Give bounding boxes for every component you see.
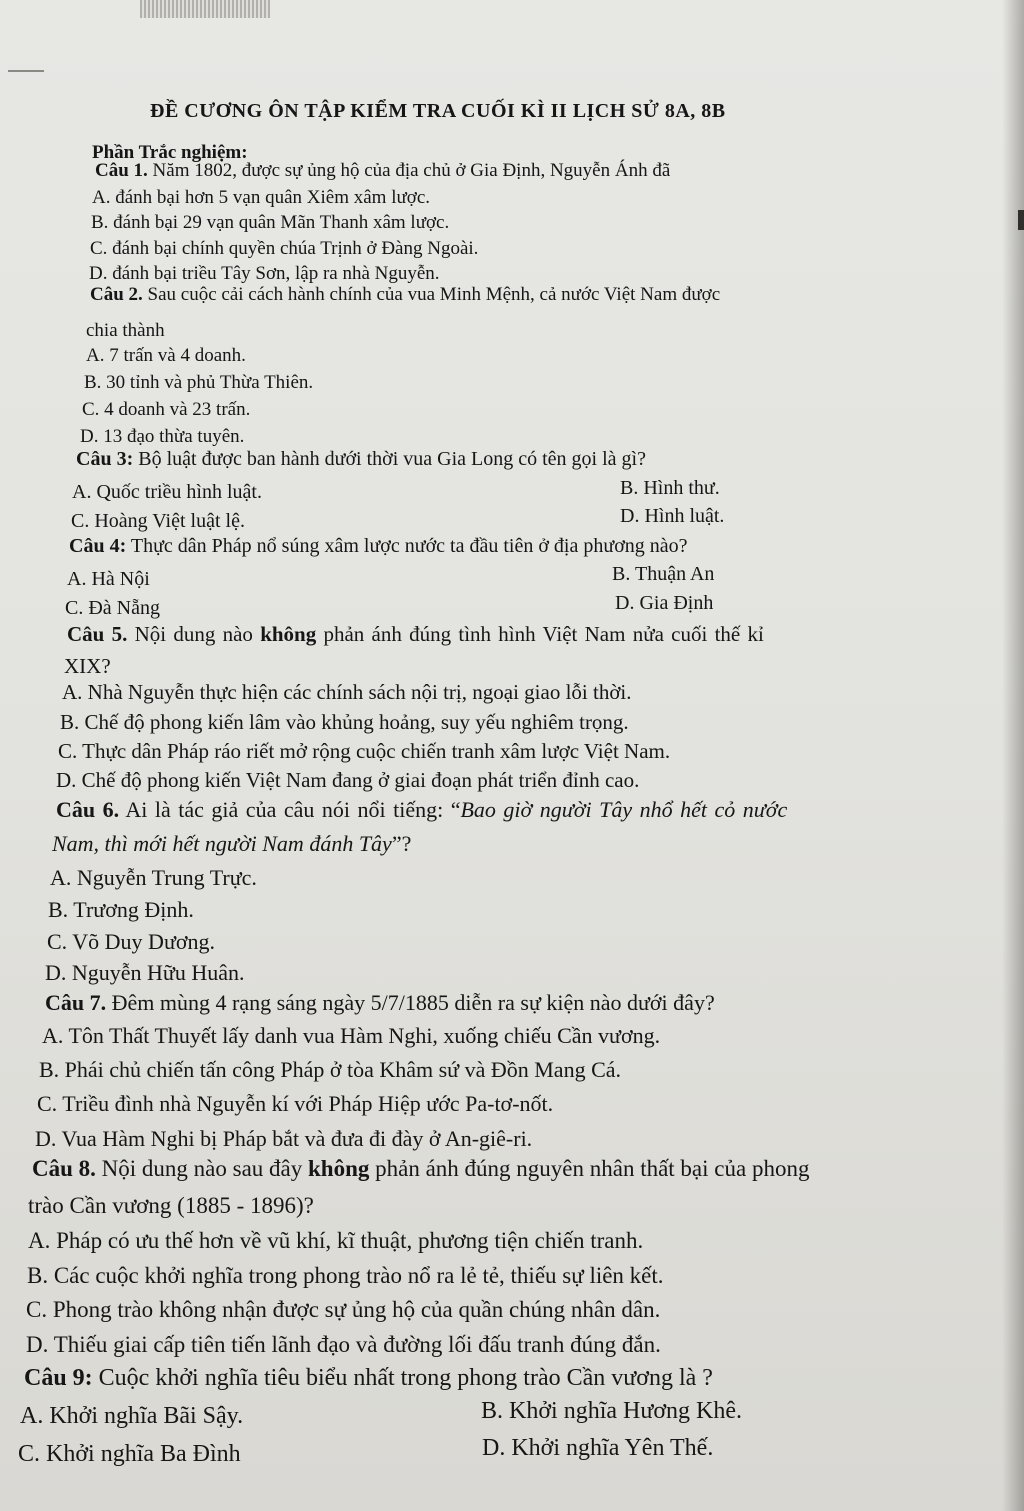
- page-shadow: [1002, 0, 1024, 1511]
- q9-option-b: B. Khởi nghĩa Hương Khê.: [481, 1398, 743, 1424]
- q2-option-c: C. 4 doanh và 23 trấn.: [82, 399, 251, 420]
- question-2: [90, 284, 720, 306]
- emphasis: không: [307, 1156, 370, 1181]
- q7-option-a: A. Tôn Thất Thuyết lấy danh vua Hàm Nghi, xuống chiếu Cần vương.: [42, 1023, 661, 1048]
- q6-option-a: A. Nguyễn Trung Trực.: [50, 865, 257, 890]
- question-8-cont: trào Cần vương (1885 - 1896)?: [28, 1193, 314, 1218]
- question-9: [24, 1365, 713, 1392]
- question-6: [56, 797, 787, 823]
- q7-option-b: B. Phái chủ chiến tấn công Pháp ở tòa Khâm sứ và Đồn Mang Cá.: [39, 1057, 622, 1082]
- question-1: [95, 160, 670, 182]
- question-text: phản ánh đúng nguyên nhân thất bại của phong: [369, 1156, 810, 1181]
- q4-option-a: A. Hà Nội: [67, 568, 150, 590]
- q4-option-b: B. Thuận An: [612, 563, 715, 585]
- question-label: Câu 8.: [32, 1156, 96, 1181]
- question-4: [69, 535, 688, 558]
- q5-option-a: A. Nhà Nguyễn thực hiện các chính sách nội trị, ngoại giao lỗi thời.: [62, 680, 632, 704]
- question-text: Năm 1802, được sự ủng hộ của địa chủ ở Gia Định, Nguyễn Ánh đã: [147, 160, 671, 181]
- question-text: ”?: [391, 831, 412, 856]
- q6-option-c: C. Võ Duy Dương.: [47, 929, 215, 954]
- question-text: Nội dung nào: [127, 622, 261, 646]
- emphasis: không: [260, 622, 317, 646]
- q4-option-c: C. Đà Nẵng: [65, 597, 160, 619]
- question-5: [67, 622, 764, 647]
- q2-option-a: A. 7 trấn và 4 doanh.: [86, 345, 246, 366]
- question-text: Thực dân Pháp nổ súng xâm lược nước ta đầu tiên ở địa phương nào?: [126, 535, 688, 557]
- q1-option-a: A. đánh bại hơn 5 vạn quân Xiêm xâm lược.: [92, 187, 431, 208]
- q1-option-b: B. đánh bại 29 vạn quân Mãn Thanh xâm lược.: [91, 212, 450, 233]
- question-8: [32, 1156, 809, 1182]
- question-label: Câu 3:: [76, 448, 134, 470]
- q2-option-b: B. 30 tỉnh và phủ Thừa Thiên.: [84, 372, 314, 393]
- page-title: ĐỀ CƯƠNG ÔN TẬP KIỂM TRA CUỐI KÌ II LỊCH SỬ 8A, 8B: [150, 100, 726, 122]
- q5-option-c: C. Thực dân Pháp ráo riết mở rộng cuộc chiến tranh xâm lược Việt Nam.: [58, 739, 671, 763]
- question-2-cont: chia thành: [86, 320, 165, 341]
- q8-option-d: D. Thiếu giai cấp tiên tiến lãnh đạo và đường lối đấu tranh đúng đắn.: [26, 1332, 661, 1357]
- q1-option-d: D. đánh bại triều Tây Sơn, lập ra nhà Nguyễn.: [89, 263, 440, 284]
- q7-option-c: C. Triều đình nhà Nguyễn kí với Pháp Hiệp ước Pa-tơ-nốt.: [37, 1091, 554, 1116]
- question-label: Câu 4:: [69, 535, 127, 557]
- q1-option-c: C. đánh bại chính quyền chúa Trịnh ở Đàng Ngoài.: [90, 238, 479, 259]
- section-heading: Phần Trắc nghiệm:: [92, 142, 248, 163]
- q8-option-a: A. Pháp có ưu thế hơn về vũ khí, kĩ thuật, phương tiện chiến tranh.: [28, 1228, 644, 1253]
- q8-option-c: C. Phong trào không nhận được sự ủng hộ của quần chúng nhân dân.: [26, 1297, 661, 1322]
- question-label: Câu 2.: [90, 284, 143, 305]
- question-3: [76, 448, 646, 471]
- paper-edge-strip: [140, 0, 270, 18]
- question-label: Câu 9:: [24, 1365, 93, 1391]
- question-label: Câu 6.: [56, 797, 120, 822]
- q3-option-c: C. Hoàng Việt luật lệ.: [71, 510, 245, 532]
- question-6-cont: [52, 831, 411, 857]
- question-5-cont: XIX?: [64, 654, 111, 678]
- question-label: Câu 1.: [95, 160, 148, 181]
- quote-text: Nam, thì mới hết người Nam đánh Tây: [52, 831, 392, 856]
- question-text: Sau cuộc cải cách hành chính của vua Minh Mệnh, cả nước Việt Nam được: [142, 284, 721, 305]
- question-text: Đêm mùng 4 rạng sáng ngày 5/7/1885 diễn ra sự kiện nào dưới đây?: [106, 990, 715, 1015]
- question-text: phản ánh đúng tình hình Việt Nam nửa cuối thế kỉ: [316, 622, 764, 646]
- question-text: Cuộc khởi nghĩa tiêu biểu nhất trong phong trào Cần vương là ?: [92, 1365, 713, 1391]
- q6-option-b: B. Trương Định.: [48, 897, 194, 922]
- q3-option-a: A. Quốc triều hình luật.: [72, 481, 262, 503]
- q4-option-d: D. Gia Định: [615, 592, 714, 614]
- q9-option-a: A. Khởi nghĩa Bãi Sậy.: [20, 1403, 244, 1429]
- q8-option-b: B. Các cuộc khởi nghĩa trong phong trào nổ ra lẻ tẻ, thiếu sự liên kết.: [27, 1263, 664, 1288]
- q5-option-d: D. Chế độ phong kiến Việt Nam đang ở giai đoạn phát triển đỉnh cao.: [56, 768, 640, 792]
- question-text: Ai là tác giả của câu nói nổi tiếng: “: [119, 797, 461, 822]
- pencil-mark: [8, 70, 44, 72]
- q3-option-b: B. Hình thư.: [620, 477, 720, 499]
- question-text: Bộ luật được ban hành dưới thời vua Gia Long có tên gọi là gì?: [133, 448, 646, 470]
- q2-option-d: D. 13 đạo thừa tuyên.: [80, 426, 245, 447]
- q7-option-d: D. Vua Hàm Nghi bị Pháp bắt và đưa đi đày ở An-giê-ri.: [35, 1126, 533, 1151]
- question-text: Nội dung nào sau đây: [95, 1156, 308, 1181]
- q9-option-c: C. Khởi nghĩa Ba Đình: [18, 1441, 241, 1467]
- question-label: Câu 5.: [67, 622, 128, 646]
- quote-text: Bao giờ người Tây nhổ hết cỏ nước: [460, 797, 788, 822]
- q5-option-b: B. Chế độ phong kiến lâm vào khủng hoảng, suy yếu nghiêm trọng.: [60, 710, 629, 734]
- question-7: [45, 990, 715, 1016]
- q3-option-d: D. Hình luật.: [620, 505, 725, 527]
- q6-option-d: D. Nguyễn Hữu Huân.: [45, 960, 245, 985]
- question-label: Câu 7.: [45, 990, 107, 1015]
- q9-option-d: D. Khởi nghĩa Yên Thế.: [482, 1435, 714, 1461]
